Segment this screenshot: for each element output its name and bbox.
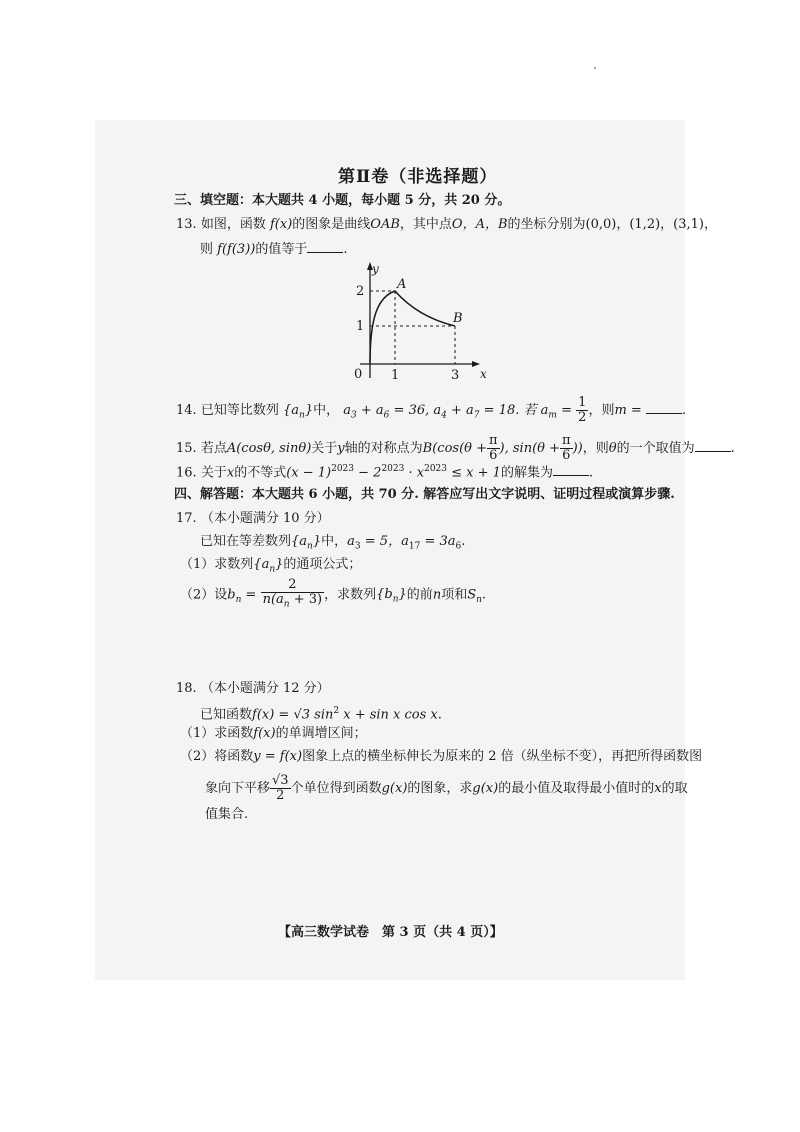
q17-part2: （2）设$b_n$ = $\frac{2}{n(a_n + 3)}$ ，求数列$\{b_n\}$的前n项和$S_n$. <box>180 577 487 610</box>
q13-answer-blank[interactable] <box>307 240 343 253</box>
x-axis-arrow <box>472 361 480 367</box>
q16-line: 16. 关于x的不等式$(x - 1)^{2023} - 2^{2023} \cdot x^{2023} \le x + 1$的解集为 . <box>176 464 594 481</box>
speck <box>594 67 596 69</box>
label-y: y <box>372 262 379 276</box>
q17-header: 17. （本小题满分 10 分） <box>176 511 330 526</box>
q13-line1: 13. 如图，函数 f(x)的图象是曲线OAB，其中点O，A，B的坐标分别为(0,0)，(1,2)，(3,1)， <box>176 217 717 232</box>
function-graph <box>340 258 490 388</box>
q15-fraction-1: $\frac{\pi}{6}$ <box>489 433 498 463</box>
label-B: B <box>453 311 463 326</box>
q17-fraction: $\frac{2}{n(a_n + 3)}$ <box>262 577 323 610</box>
q18-part2: （2）将函数y = f(x)图象上点的横坐标伸长为原来的 2 倍（纵坐标不变），再把所得函数图 <box>180 749 703 764</box>
q18-fraction: $\frac{√3}{2}$ <box>272 773 289 803</box>
q14-answer-blank[interactable] <box>646 401 682 414</box>
q14-fraction: $\frac{1}{2}$ <box>578 395 587 425</box>
part4-heading: 四、解答题：本大题共 6 小题，共 70 分. 解答应写出文字说明、证明过程或演算步骤. <box>174 487 675 502</box>
q15-line: 15. 若点A(cosθ, sinθ)关于y轴的对称点为B(cos(θ + $\frac{\pi}{6}$ ), sin(θ + $\frac{\pi}{6}$ ))，则θ的一个取值为 . <box>176 433 735 463</box>
tick-y2: 2 <box>356 284 365 299</box>
q13-line2: 则 f(f(3))的值等于 . <box>200 242 348 257</box>
q15-fraction-2: $\frac{\pi}{6}$ <box>562 433 571 463</box>
curve-OAB <box>370 291 455 364</box>
q17-given: 已知在等差数列$\{a_n\}$中，$a_3 = 5$，$a_{17} = 3a_6$. <box>200 534 466 552</box>
q18-header: 18. （本小题满分 12 分） <box>176 681 330 696</box>
q16-answer-blank[interactable] <box>553 463 589 476</box>
part3-heading: 三、填空题：本大题共 4 小题，每小题 5 分，共 20 分。 <box>174 193 511 208</box>
q18-part2-line3: 值集合. <box>205 807 249 822</box>
q18-part2-line2: 象向下平移 $\frac{√3}{2}$ 个单位得到函数g(x)的图象，求g(x)的最小值及取得最小值时的x的取 <box>205 773 688 803</box>
q18-part1: （1）求函数f(x)的单调增区间； <box>180 726 367 741</box>
q17-part1: （1）求数列$\{a_n\}$的通项公式； <box>180 557 362 575</box>
tick-x1: 1 <box>391 368 400 383</box>
tick-x3: 3 <box>451 368 460 383</box>
q14-line: 14. 已知等比数列 $\{a_n\}$中， $a_3 + a_6 = 36$, $a_4 + a_7 = 18$. 若 $a_m$ = $\frac{1}{2}$ ，则m = . <box>176 395 687 425</box>
label-A: A <box>397 277 407 292</box>
tick-y1: 1 <box>356 319 365 334</box>
label-O: 0 <box>354 367 363 382</box>
q15-answer-blank[interactable] <box>695 439 731 452</box>
page-footer: 【高三数学试卷 第 3 页（共 4 页）】 <box>278 925 503 940</box>
q18-given: 已知函数f(x) = √3 $\sin^2 x + \sin x$ cos x. <box>200 706 442 723</box>
label-x: x <box>480 367 487 381</box>
section-title: 第Ⅱ卷（非选择题） <box>338 167 498 187</box>
